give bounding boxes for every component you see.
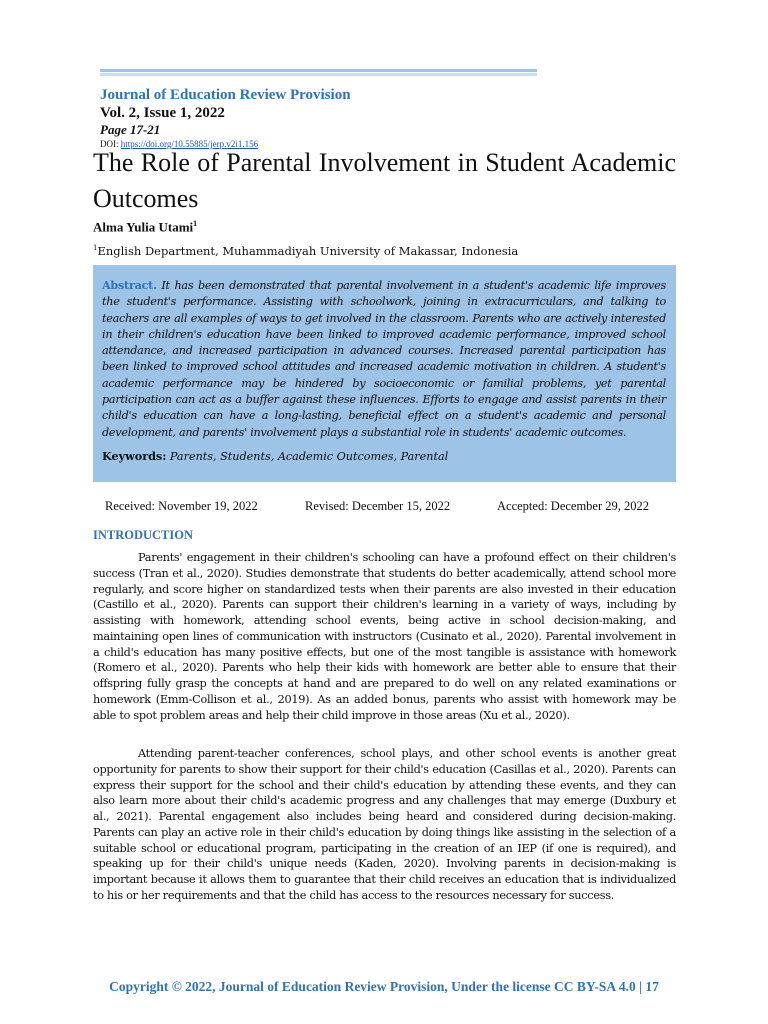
- abstract-text: [102, 277, 666, 441]
- doi-label: DOI:: [100, 139, 119, 149]
- article-title: The Role of Parental Involvement in Student Academic Outcomes: [93, 148, 676, 213]
- author-name: Alma Yulia Utami: [93, 219, 194, 235]
- abstract-box: [93, 265, 676, 482]
- abstract-body: It has been demonstrated that parental involvement in a student's academic life improves the student's performance. Assisting with schoolwork, joining in extracurriculars, and talking to teachers are all examples of ways to get involved in the classroom. Parents who are actively interested in their children's education have been linked to improved academic performance, improved school attendance, and increased participation in advanced courses. Increased parental participation has been linked to improved school attitudes and increased academic motivation in children. A student's academic performance may be hindered by socioeconomic or familial problems, yet parental participation can act as a buffer against these influences. Efforts to engage and assist parents in their child's education can have a long-lasting, beneficial effect on a student's academic and personal development, and parents' involvement plays a substantial role in students' academic outcomes.: [102, 279, 666, 439]
- affiliation-sup: 1: [93, 244, 98, 253]
- copyright-footer: Copyright © 2022, Journal of Education Review Provision, Under the license CC BY-SA 4.0 | 17: [109, 979, 659, 994]
- affiliation-text: English Department, Muhammadiyah University of Makassar, Indonesia: [97, 244, 519, 258]
- body-paragraph: Parents' engagement in their children's schooling can have a profound effect on their children's success (Tran et al., 2020). Studies demonstrate that students do better academically, attend school more regularly, and score higher on standardized tests when their parents are also invested in their education (Castillo et al., 2020). Parents can support their children's learning in a variety of ways, including by assisting with homework, attending school events, being active in school decision-making, and maintaining open lines of communication with instructors (Cusinato et al., 2020). Parental involvement in a child's education has many positive effects, but one of the most tangible is assistance with homework (Romero et al., 2020). Parents who help their kids with homework are better able to ensure that their offspring fully grasp the concepts at hand and are prepared to do well on any related examinations or homework (Emm-Collison et al., 2019). As an added bonus, parents who assist with homework may be able to spot problem areas and help their child improve in those areas (Xu et al., 2020).: [93, 551, 676, 722]
- page-range: Page 17-21: [100, 122, 161, 137]
- body-paragraph: Attending parent-teacher conferences, school plays, and other school events is another great opportunity for parents to show their support for their child's education (Casillas et al., 2020). Parents can express their support for the school and their child's education by attending these events, and they can also learn more about their child's academic progress and any challenges that may emerge (Duxbury et al., 2021). Parental engagement also includes being heard and considered during decision-making. Parents can play an active role in their child's education by doing things like assisting in the selection of a suitable school or educational program, participating in the creation of an IEP (if one is required), and speaking up for their child's unique needs (Kaden, 2020). Involving parents in decision-making is important because it allows them to guarantee that their child receives an education that is individualized to his or her requirements and that the child has access to the resources necessary for success.: [93, 747, 676, 902]
- received-date: Received: November 19, 2022: [105, 499, 258, 513]
- keywords: [102, 449, 666, 463]
- keywords-list: Parents, Students, Academic Outcomes, Parental: [169, 449, 449, 463]
- keywords-label: Keywords:: [102, 448, 167, 463]
- accepted-date: Accepted: December 29, 2022: [497, 499, 650, 513]
- author-line: [93, 219, 197, 235]
- abstract-label: Abstract.: [102, 278, 157, 292]
- revised-date: Revised: December 15, 2022: [305, 499, 451, 513]
- affiliation: [93, 244, 518, 258]
- volume-issue: Vol. 2, Issue 1, 2022: [100, 105, 225, 121]
- section-heading: INTRODUCTION: [93, 528, 194, 542]
- journal-name: Journal of Education Review Provision: [100, 87, 351, 103]
- header-rule: [100, 69, 537, 77]
- author-sup: 1: [193, 219, 198, 228]
- doi-link[interactable]: https://doi.org/10.55885/jerp.v2i1.156: [120, 139, 259, 149]
